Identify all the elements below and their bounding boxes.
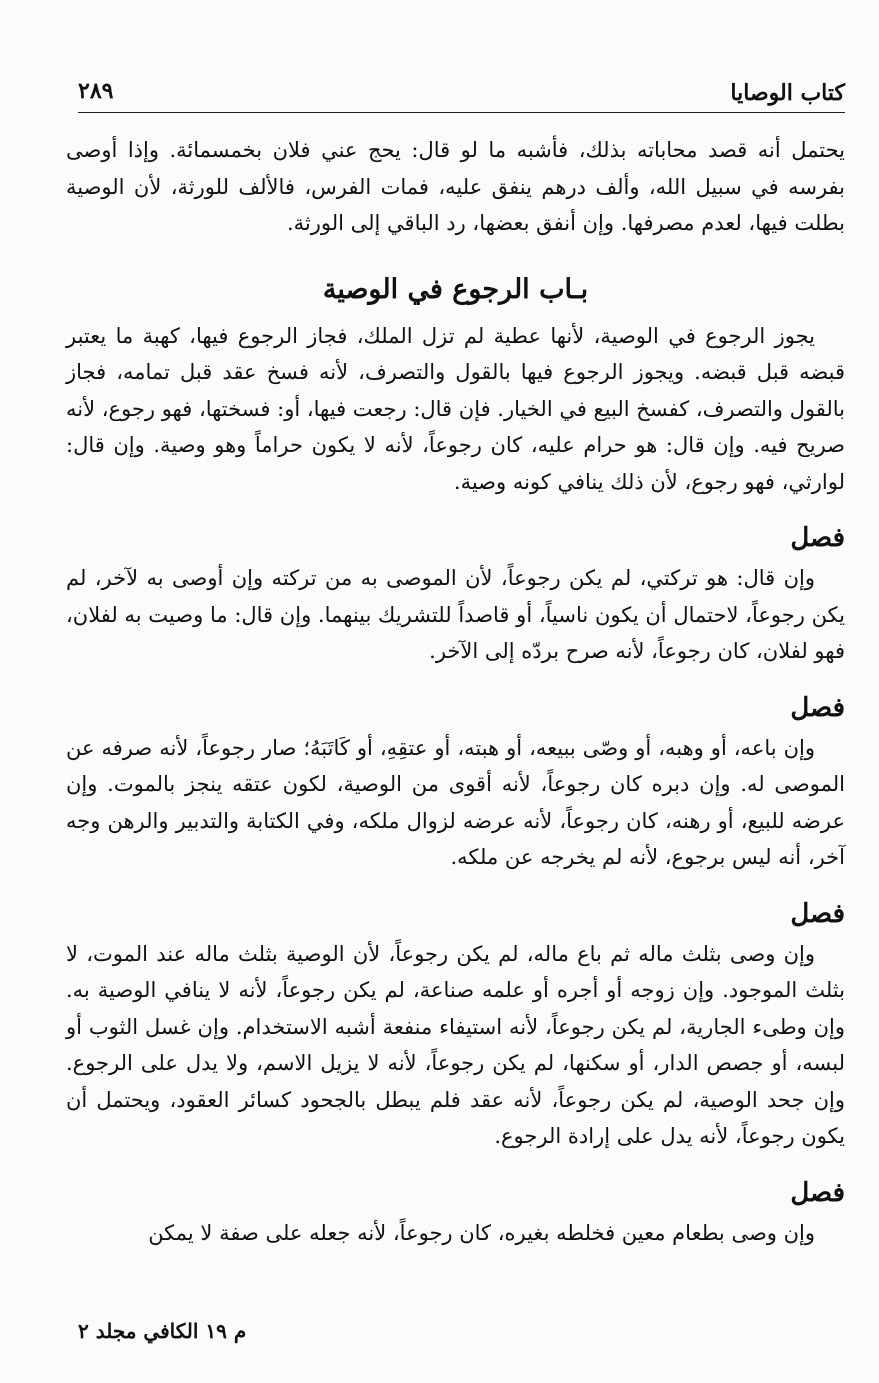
chapter-paragraph: يجوز الرجوع في الوصية، لأنها عطية لم تزل الملك، فجاز الرجوع فيها، كهبة ما يعتبر قبضه قبل قبضه. ويجوز الرجوع فيها بالقول والتصرف، لأنه فسخ عقد قبل تمامه، فجاز بالقول والتصرف، كفسخ البيع في الخيار. فإن قال: رجعت فيها، أو: فسختها، فهو رجوع، لأنه صريح فيه. وإن قال: هو حرام عليه، كان رجوعاً، لأنه لا يكون حراماً وهو وصية. وإن قال: لوارثي، فهو رجوع، لأن ذلك ينافي كونه وصية. (66, 323, 845, 494)
running-title: كتاب الوصايا (730, 80, 845, 106)
section-heading: فصل (790, 523, 845, 553)
section-paragraph: وإن قال: هو تركتي، لم يكن رجوعاً، لأن الموصى به من تركته وإن أوصى به لآخر، لم يكن رجوعاً، لاحتمال أن يكون ناسياً، أو قاصداً للتشريك بينهما. وإن قال: ما وصيت به لفلان، فهو لفلان، كان رجوعاً، لأنه صرح بردّه إلى الآخر. (66, 566, 846, 663)
section-heading: فصل (790, 1177, 845, 1208)
section-heading: فصل (790, 898, 845, 929)
chapter-title: بـاب الرجوع في الوصية (322, 273, 589, 305)
page-body (66, 132, 845, 1251)
section-paragraph: وإن وصى بطعام معين فخلطه بغيره، كان رجوعاً، لأنه جعله على صفة لا يمكن (148, 1220, 815, 1245)
section-heading: فصل (790, 692, 845, 723)
section-paragraph: وإن وصى بثلث ماله ثم باع ماله، لم يكن رجوعاً، لأن الوصية بثلث ماله عند الموت، لا بثلث الموجود. وإن زوجه أو أجره أو علمه صناعة، لم يكن رجوعاً، لأنه لا ينافي الوصية به. وإن وطىء الجارية، لم يكن رجوعاً، لأنه استيفاء منفعة أشبه الاستخدام. وإن غسل الثوب أو لبسه، أو جصص الدار، أو سكنها، لم يكن رجوعاً، لأنه لا يزيل الاسم، ولا يدل على الرجوع. وإن جحد الوصية، لم يكن رجوعاً، لأنه عقد فلم يبطل بالجحود كسائر العقود، ويحتمل أن يكون رجوعاً، لأنه يدل على إرادة الرجوع. (66, 941, 845, 1148)
section-paragraph: وإن باعه، أو وهبه، أو وصّى ببيعه، أو هبته، أو عتقِهِ، أو كَاتَبَهُ؛ صار رجوعاً، لأنه صرفه عن الموصى له. وإن دبره كان رجوعاً، لأنه أقوى من الوصية، لكون عتقه ينجز بالموت. وإن عرضه للبيع، أو رهنه، كان رجوعاً، لأنه عرضه لزوال ملكه، وفي الكتابة والتدبير والرهن وجه آخر، أنه ليس برجوع، لأنه لم يخرجه عن ملكه. (66, 735, 845, 869)
page-header (78, 72, 845, 113)
footer-signature: م ١٩ الكافي مجلد ٢ (78, 1319, 247, 1343)
page-number: ٢٨٩ (78, 78, 114, 104)
intro-paragraph: يحتمل أنه قصد محاباته بذلك، فأشبه ما لو قال: يحج عني فلان بخمسمائة. وإذا أوصى بفرسه في سبيل الله، وألف درهم ينفق عليه، فمات الفرس، فالألف للورثة، لأن الوصية بطلت فيها، لعدم مصرفها. وإن أنفق بعضها، رد الباقي إلى الورثة. (66, 138, 845, 235)
